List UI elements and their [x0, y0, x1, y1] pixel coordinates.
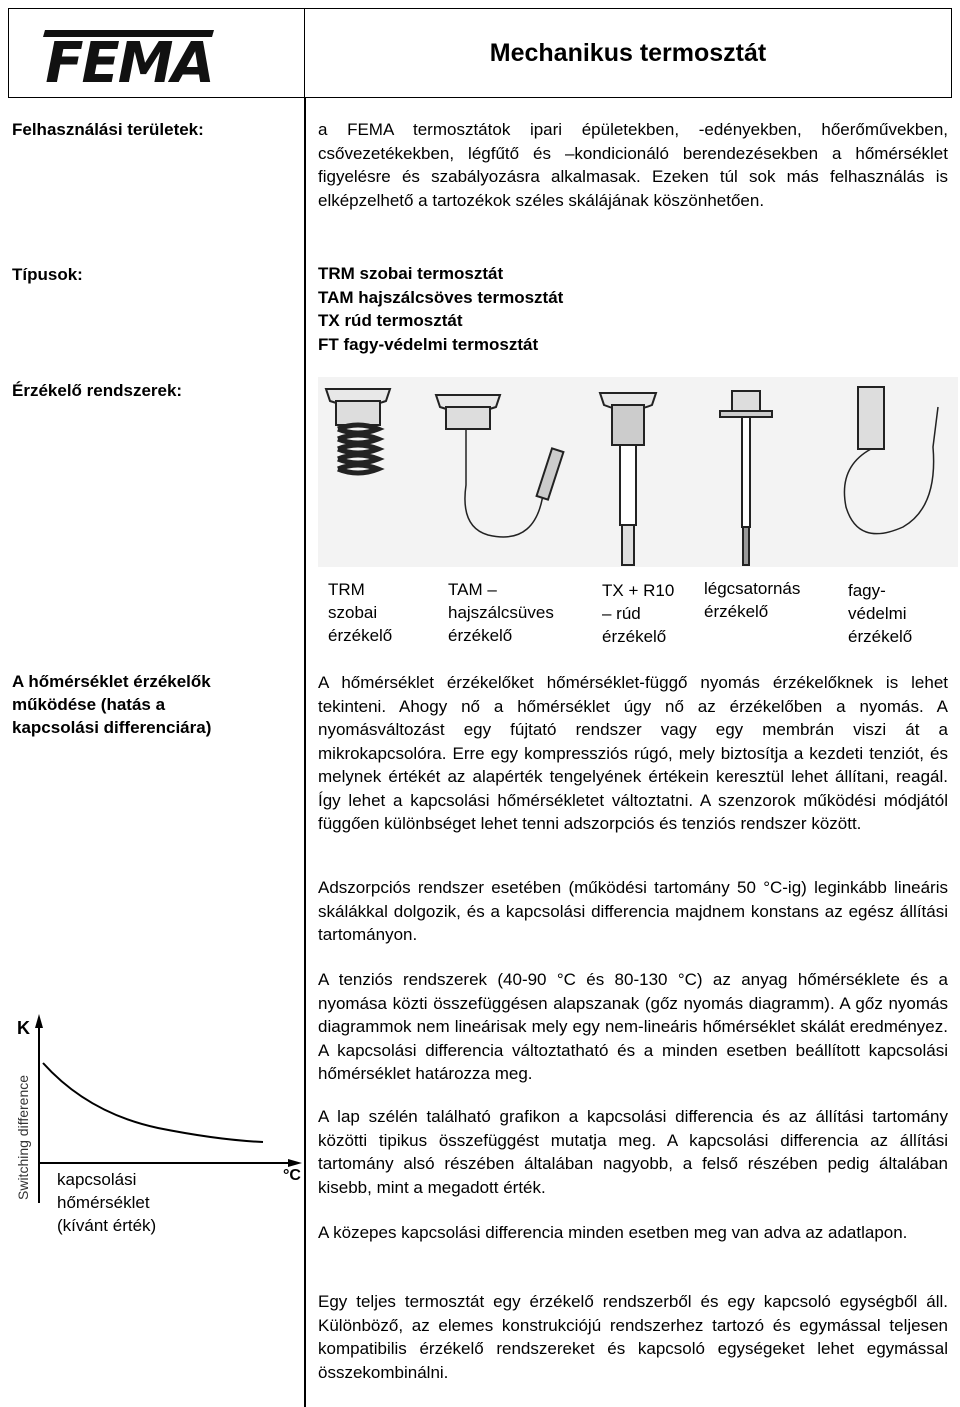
graph-caption: kapcsolási hőmérséklet (kívánt érték) [57, 1170, 157, 1235]
sensor-caption-trm: TRM szobai érzékelő [328, 580, 393, 645]
header [8, 8, 952, 98]
x-axis-unit: °C [283, 1167, 301, 1184]
types-label: Típusok: [12, 265, 83, 284]
sensors-label: Érzékelő rendszerek: [12, 381, 183, 400]
type-item: TX rúd termosztát [318, 311, 463, 330]
difference-curve [43, 1063, 263, 1142]
tx-sensor-illustration [600, 393, 656, 565]
sensor-caption-frost: fagy- védelmi érzékelő [848, 581, 913, 646]
sensor-illustrations [318, 377, 958, 567]
operation-label: A hőmérséklet érzékelők működése (hatás a kapcsolási differenciára) [12, 672, 212, 737]
sensor-caption-duct: légcsatornás érzékelő [704, 579, 801, 621]
operation-paragraph-6: Egy teljes termosztát egy érzékelő rendszerből és egy kapcsoló egységből áll. Különböző, az elemes konstrukciójú rendszerhez tartozó és egymással teljesen kompatibilis érzékelő rendszereket és kapcsoló egységeket lehet egymással összekombinálni. [318, 1292, 948, 1382]
usage-label: Felhasználási területek: [12, 120, 204, 139]
usage-text: a FEMA termosztátok ipari épületekben, -edényekben, hőerőművekben, csővezetékekben, légfűtő és –kondicionáló berendezésekben a hőmérséklet figyelésre és szabályozásra alkalmasak. Ezeken túl sok más felhasználás is elképzelhető a tartozékok széles skálájának köszönhetően. [318, 120, 948, 210]
logo-cell [9, 9, 305, 97]
operation-paragraph-1: A hőmérséklet érzékelőket hőmérséklet-függő nyomás érzékelőknek is lehet tekinteni. Ahogy nő a hőmérséklet úgy nő az érzékelőben a nyomás. A nyomásváltozást egy fújtató rendszer vagy egy membrán viszi át a mikrokapcsolóra. Erre egy kompressziós rúgó, mely biztosítja a kezdeti tenziót, és melynek értékét az alapérték tengelyének értékein keresztül lehet állítani, reagál. Így lehet a kapcsolási hőmérsékletet változtatni. A szenzorok működési módjától függően különbséget lehet tenni adszorpciós és tenziós rendszer között. [318, 673, 948, 833]
sensor-images [318, 377, 958, 567]
operation-paragraph-3: A tenziós rendszerek (40-90 °C és 80-130 °C) az anyag hőmérséklete és a nyomása közti összefüggésen alapszanak (gőz nyomás diagramm). A gőz nyomás diagrammok nem lineárisak mely egy nem-lineáris hőmérséklet skálát eredményez. A kapcsolási differencia változtatható és a minden esetben beállított kapcsolási hőmérséklet határozza meg. [318, 970, 948, 1083]
types-list [318, 262, 563, 356]
frost-sensor-illustration [844, 387, 938, 534]
title-cell [305, 9, 951, 97]
y-axis-label: Switching difference [15, 1074, 31, 1200]
y-axis-unit: K [17, 1018, 30, 1038]
logo-text: FEMA [45, 31, 213, 95]
operation-paragraph-5: A közepes kapcsolási differencia minden esetben meg van adva az adatlapon. [318, 1223, 908, 1242]
sensor-caption-tam: TAM – hajszálcsüves érzékelő [448, 580, 554, 645]
duct-sensor-illustration [720, 391, 772, 565]
x-axis-arrow [288, 1159, 302, 1167]
page-title: Mechanikus termosztát [489, 38, 767, 67]
trm-sensor-illustration [326, 389, 390, 473]
operation-paragraph-4: A lap szélén található grafikon a kapcsolási differencia és az állítási tartomány közötti tipikus összefüggést mutatja meg. A kapcsolási differencia az állítási tartomány alsó részében általában nagyobb, a felső részében pedig általában kisebb, mint a megadott érték. [318, 1107, 948, 1197]
type-item: TRM szobai termosztát [318, 264, 504, 283]
type-item: FT fagy-védelmi termosztát [318, 334, 539, 354]
y-axis-arrow [35, 1014, 43, 1028]
operation-paragraph-2: Adszorpciós rendszer esetében (működési tartomány 50 °C-ig) leginkább lineáris skálákkal dolgozik, és a kapcsolási differencia majdnem konstans az egész állítási tartományon. [318, 878, 948, 944]
type-item: TAM hajszálcsöves termosztát [318, 287, 564, 307]
tam-sensor-illustration [436, 395, 563, 537]
column-divider [304, 98, 306, 1407]
sensor-caption-tx: TX + R10 – rúd érzékelő [602, 581, 675, 646]
fema-logo [9, 9, 303, 95]
